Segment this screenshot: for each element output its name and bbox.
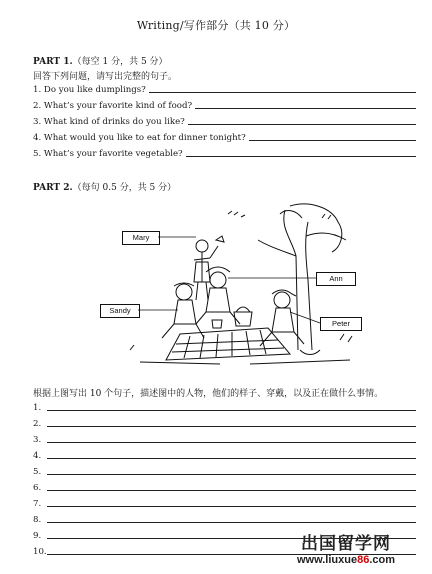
line-number: 4. xyxy=(33,451,42,461)
watermark-title: 出国留学网 xyxy=(301,534,391,554)
label-leader-lines xyxy=(100,200,390,370)
question-5 xyxy=(33,147,416,159)
question-text: 5. What’s your favorite vegetable? xyxy=(33,149,183,159)
line-number: 7. xyxy=(33,499,42,509)
question-1 xyxy=(33,83,416,95)
watermark-url-suffix: .com xyxy=(369,554,396,566)
writing-line xyxy=(33,481,416,493)
writing-line xyxy=(33,433,416,445)
picnic-illustration xyxy=(100,200,390,370)
part1-instruction: 回答下列问题，请写出完整的句子。 xyxy=(33,72,178,82)
answer-line xyxy=(249,139,416,141)
page-title: Writing/写作部分（共 10 分） xyxy=(136,19,296,32)
label-mary: Mary xyxy=(122,231,160,245)
label-peter: Peter xyxy=(320,317,362,331)
watermark-url-highlight: 86 xyxy=(357,554,370,566)
question-text: 4. What would you like to eat for dinner tonight? xyxy=(33,133,246,143)
answer-line xyxy=(47,473,416,475)
writing-line xyxy=(33,513,416,525)
watermark-url-prefix: www.liuxue xyxy=(296,554,358,566)
writing-line xyxy=(33,417,416,429)
part1-heading xyxy=(33,54,168,67)
question-3 xyxy=(33,115,416,127)
line-number: 8. xyxy=(33,515,42,525)
label-ann: Ann xyxy=(316,272,356,286)
part2-instruction: 根据上图写出 10 个句子，描述图中的人物，他们的样子、穿戴，以及正在做什么事情。 xyxy=(33,389,384,399)
line-number: 2. xyxy=(33,419,42,429)
question-4 xyxy=(33,131,416,143)
part1-score: （每空 1 分，共 5 分） xyxy=(72,57,168,67)
writing-line xyxy=(33,401,416,413)
answer-line xyxy=(47,505,416,507)
answer-line xyxy=(47,521,416,523)
part2-label: PART 2. xyxy=(33,183,73,193)
writing-line xyxy=(33,497,416,509)
answer-line xyxy=(47,489,416,491)
site-watermark xyxy=(266,536,426,570)
part2-heading xyxy=(33,180,176,193)
line-number: 10. xyxy=(33,547,47,557)
watermark-url xyxy=(266,555,426,566)
question-text: 1. Do you like dumplings? xyxy=(33,85,146,95)
line-number: 5. xyxy=(33,467,42,477)
question-text: 2. What’s your favorite kind of food? xyxy=(33,101,193,111)
answer-line xyxy=(149,91,416,93)
part2-score: （每句 0.5 分，共 5 分） xyxy=(72,183,177,193)
answer-line xyxy=(47,457,416,459)
answer-line xyxy=(47,425,416,427)
line-number: 1. xyxy=(33,403,42,413)
answer-line xyxy=(186,155,416,157)
writing-line xyxy=(33,465,416,477)
question-text: 3. What kind of drinks do you like? xyxy=(33,117,185,127)
line-number: 3. xyxy=(33,435,42,445)
line-number: 6. xyxy=(33,483,42,493)
label-sandy: Sandy xyxy=(100,304,140,318)
answer-line xyxy=(195,107,416,109)
answer-line xyxy=(188,123,416,125)
answer-line xyxy=(47,409,416,411)
writing-line xyxy=(33,449,416,461)
part1-label: PART 1. xyxy=(33,57,73,67)
answer-line xyxy=(47,441,416,443)
question-2 xyxy=(33,99,416,111)
line-number: 9. xyxy=(33,531,42,541)
